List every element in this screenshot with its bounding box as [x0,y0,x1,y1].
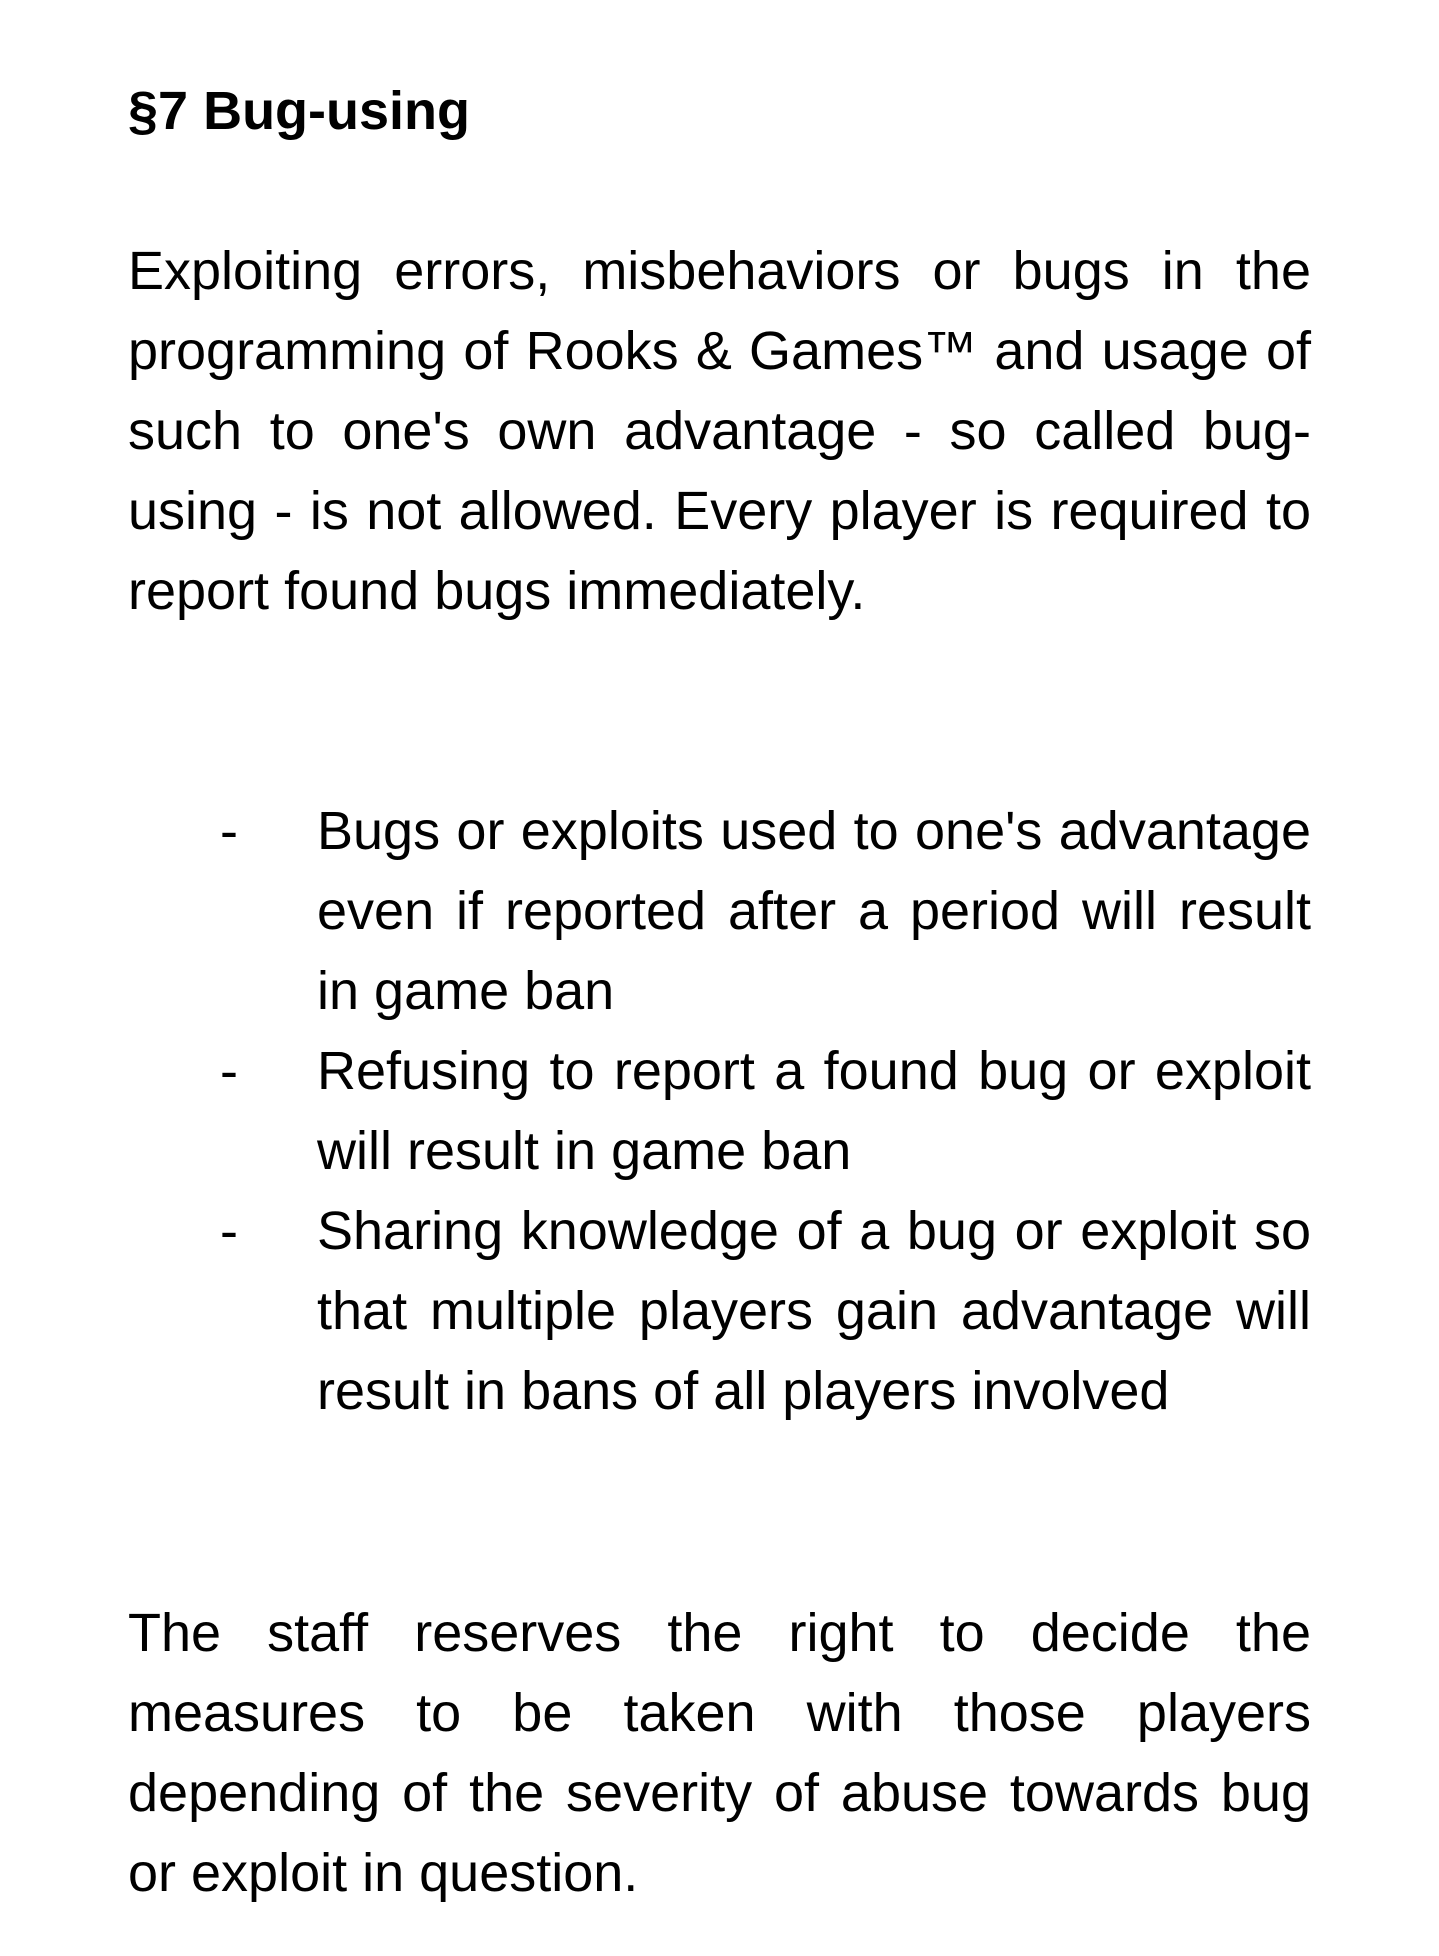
dash-bullet-icon: - [220,801,238,861]
dash-bullet-icon: - [220,1201,238,1261]
intro-paragraph: Exploiting errors, misbehaviors or bugs in the programming of Rooks & Games™ and usage of such to one's own advantage - so called bug-using - is not allowed. Every player is required to report found bugs immediately. [128,241,1311,621]
rule-text: Sharing knowledge of a bug or exploit so that multiple players gain advantage will result in bans of all players involved [317,1201,1311,1421]
rule-item-2 [128,1031,1311,1191]
closing-paragraph: The staff reserves the right to decide the measures to be taken with those players depending of the severity of abuse towards bug or exploit in question. [128,1603,1311,1903]
rule-text: Bugs or exploits used to one's advantage even if reported after a period will result in game ban [317,801,1311,1021]
rules-list [128,791,1311,1431]
dash-bullet-icon: - [220,1041,238,1101]
rule-text: Refusing to report a found bug or exploit will result in game ban [317,1041,1311,1181]
rule-item-3 [128,1191,1311,1431]
section-heading: §7 Bug-using [128,81,471,141]
rule-item-1 [128,791,1311,1031]
